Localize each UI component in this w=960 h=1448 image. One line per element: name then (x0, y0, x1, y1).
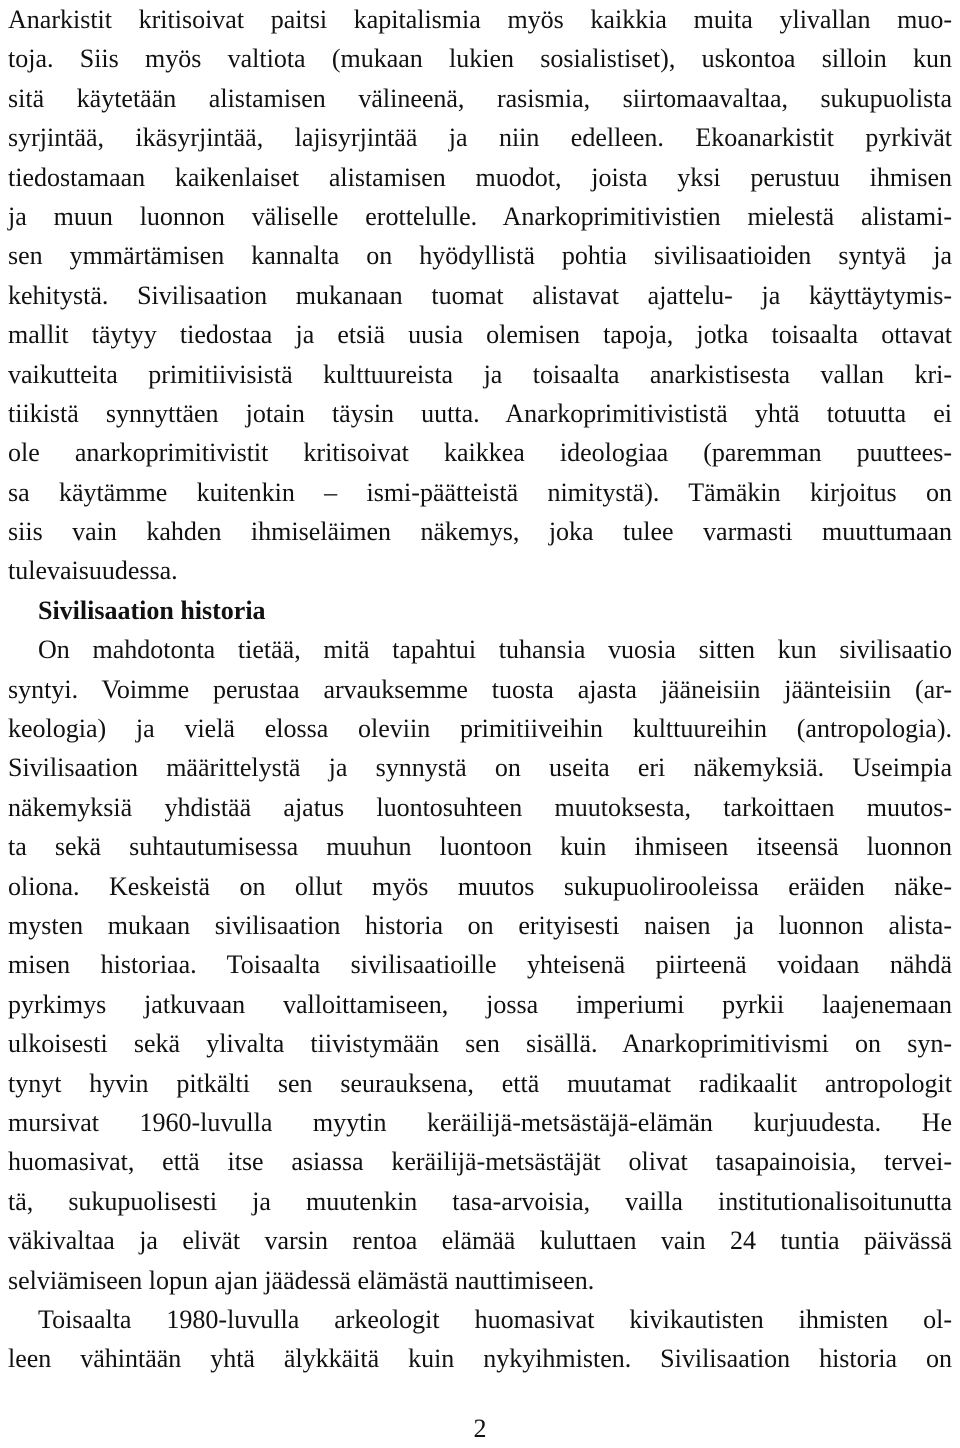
text-line: sitä käytetään alistamisen välineenä, rasismia, siirtomaavaltaa, sukupuolista (8, 83, 952, 113)
paragraph-civilization-history (8, 630, 952, 1300)
document-page (8, 0, 952, 1379)
text-line: Sivilisaation määrittelystä ja synnystä on useita eri näkemyksiä. Useimpia (8, 753, 952, 783)
text-line: selviämiseen lopun ajan jäädessä elämästä nauttimiseen. (8, 1265, 595, 1295)
text-line: kehitystä. Sivilisaation mukanaan tuomat alistavat ajattelu- ja käyttäytymis- (8, 280, 952, 310)
text-line: ole anarkoprimitivistit kritisoivat kaikkea ideologiaa (paremman puuttees- (8, 438, 952, 468)
text-line: mysten mukaan sivilisaation historia on erityisesti naisen ja luonnon alista- (8, 910, 952, 940)
text-line: syntyi. Voimme perustaa arvauksemme tuosta ajasta jääneisiin jäänteisiin (ar- (8, 674, 952, 704)
text-line: pyrkimys jatkuvaan valloittamiseen, jossa imperiumi pyrkii laajenemaan (8, 989, 952, 1019)
text-line: ta sekä suhtautumisessa muuhun luontoon kuin ihmiseen itseensä luonnon (8, 832, 952, 862)
text-line: leen vähintään yhtä älykkäitä kuin nykyihmisten. Sivilisaation historia on (8, 1344, 952, 1374)
text-line: ja muun luonnon väliselle erottelulle. Anarkoprimitivistien mielestä alistami- (8, 201, 952, 231)
text-line: toja. Siis myös valtiota (mukaan lukien sosialistiset), uskontoa silloin kun (8, 44, 952, 74)
text-line: sa käytämme kuitenkin – ismi-päätteistä nimitystä). Tämäkin kirjoitus on (8, 477, 952, 507)
paragraph-archaeology (8, 1300, 952, 1379)
text-line: Anarkistit kritisoivat paitsi kapitalismia myös kaikkia muita ylivallan muo- (8, 5, 952, 34)
text-line: huomasivat, että itse asiassa keräilijä-metsästäjät olivat tasapainoisia, tervei- (8, 1147, 952, 1177)
paragraph-anarchism-critique (8, 0, 952, 591)
text-line: ulkoisesti sekä ylivalta tiivistymään sen sisällä. Anarkoprimitivismi on syn- (8, 1029, 952, 1059)
text-line: keologia) ja vielä elossa oleviin primitiiveihin kulttuureihin (antropologia). (8, 714, 952, 744)
text-line: syrjintää, ikäsyrjintää, lajisyrjintää ja niin edelleen. Ekoanarkistit pyrkivät (8, 123, 952, 153)
text-line: misen historiaa. Toisaalta sivilisaatioille yhteisenä piirteenä voidaan nähdä (8, 950, 952, 980)
text-line: oliona. Keskeistä on ollut myös muutos sukupuolirooleissa eräiden näke- (8, 871, 952, 901)
text-line: tulevaisuudessa. (8, 556, 178, 586)
text-line: mursivat 1960-luvulla myytin keräilijä-metsästäjä-elämän kurjuudesta. He (8, 1107, 952, 1137)
text-line: sen ymmärtämisen kannalta on hyödyllistä pohtia sivilisaatioiden syntyä ja (8, 241, 952, 271)
text-line: tynyt hyvin pitkälti sen seurauksena, että muutamat radikaalit antropologit (8, 1068, 952, 1098)
text-line: mallit täytyy tiedostaa ja etsiä uusia olemisen tapoja, jotka toisaalta ottavat (8, 320, 952, 350)
text-line: tä, sukupuolisesti ja muutenkin tasa-arvoisia, vailla institutionalisoitunutta (8, 1186, 952, 1216)
text-line: tiikistä synnyttäen jotain täysin uutta. Anarkoprimitivististä yhtä totuutta ei (8, 398, 952, 428)
text-line: On mahdotonta tietää, mitä tapahtui tuhansia vuosia sitten kun sivilisaatio (38, 635, 952, 665)
page-number: 2 (473, 1414, 487, 1443)
text-line: väkivaltaa ja elivät varsin rentoa elämää kuluttaen vain 24 tuntia päivässä (8, 1226, 952, 1256)
text-line: siis vain kahden ihmiseläimen näkemys, joka tulee varmasti muuttumaan (8, 517, 952, 547)
text-line: Toisaalta 1980-luvulla arkeologit huomasivat kivikautisten ihmisten ol- (38, 1304, 952, 1334)
text-line: näkemyksiä yhdistää ajatus luontosuhteen muutoksesta, tarkoittaen muutos- (8, 792, 952, 822)
text-line: tiedostamaan kaikenlaiset alistamisen muodot, joista yksi perustuu ihmisen (8, 162, 952, 192)
text-line: vaikutteita primitiivisistä kulttuureista ja toisaalta anarkistisesta vallan kri- (8, 359, 952, 389)
section-heading: Sivilisaation historia (38, 595, 266, 625)
